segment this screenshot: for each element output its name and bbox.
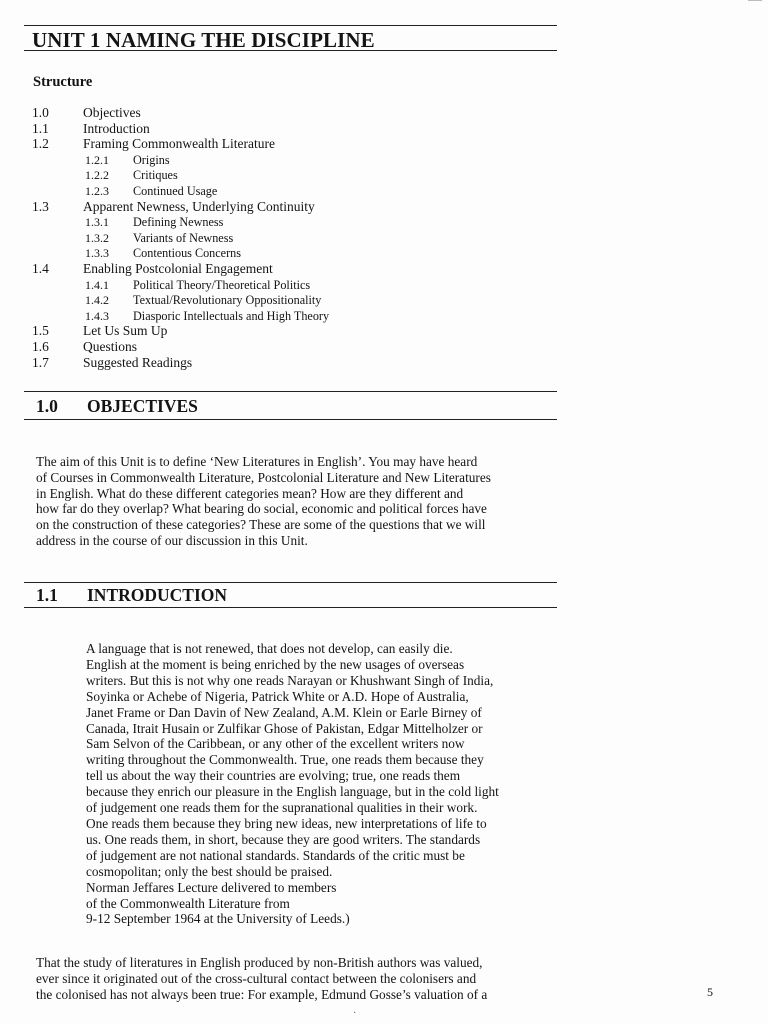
quote-line: 9-12 September 1964 at the University of Leeds.) bbox=[86, 911, 350, 927]
toc-item bbox=[32, 261, 552, 277]
toc-item bbox=[32, 121, 552, 137]
objectives-heading bbox=[36, 396, 198, 417]
toc-item-number: 1.4 bbox=[32, 260, 49, 276]
toc-item-label: Framing Commonwealth Literature bbox=[83, 136, 275, 152]
toc-item bbox=[32, 308, 552, 324]
toc-item bbox=[32, 245, 552, 261]
quote-line: One reads them because they bring new ideas, new interpretations of life to bbox=[86, 815, 487, 831]
quote-line: Soyinka or Achebe of Nigeria, Patrick White or A.D. Hope of Australia, bbox=[86, 688, 469, 704]
toc-item-number: 1.3.1 bbox=[85, 215, 109, 230]
paragraph-line: the colonised has not always been true: For example, Edmund Gosse’s valuation of a bbox=[36, 986, 488, 1002]
quote-line: Janet Frame or Dan Davin of New Zealand, A.M. Klein or Earle Birney of bbox=[86, 704, 482, 720]
toc-item-label: Contentious Concerns bbox=[133, 246, 241, 261]
toc-item-label: Continued Usage bbox=[133, 183, 218, 198]
toc-item-label: Critiques bbox=[133, 168, 178, 183]
toc-item-number: 1.4.1 bbox=[85, 277, 109, 292]
structure-label: Structure bbox=[33, 74, 93, 90]
toc-item-label: Questions bbox=[83, 338, 137, 354]
toc-item-label: Origins bbox=[133, 152, 170, 167]
quote-line: tell us about the way their countries are evolving; true, one reads them bbox=[86, 768, 461, 784]
paragraph-line: how far do they overlap? What bearing do social, economic and political forces have bbox=[36, 501, 487, 517]
paragraph-line: of Courses in Commonwealth Literature, Postcolonial Literature and New Literatures bbox=[36, 469, 491, 485]
toc-item-number: 1.1 bbox=[32, 120, 49, 136]
quote-line: English at the moment is being enriched by the new usages of overseas bbox=[86, 656, 465, 672]
toc-item-number: 1.3 bbox=[32, 198, 49, 214]
block-quote bbox=[86, 641, 499, 927]
quote-line: of judgement one reads them for the supranational qualities in their work. bbox=[86, 800, 478, 816]
section-number: 1.0 bbox=[36, 396, 58, 416]
toc-item bbox=[32, 292, 552, 308]
toc-item bbox=[32, 167, 552, 183]
toc-item-label: Objectives bbox=[83, 105, 141, 120]
toc-item-number: 1.2.2 bbox=[85, 168, 109, 183]
toc-item bbox=[32, 323, 552, 339]
paragraph-line: The aim of this Unit is to define ‘New Literatures in English’. You may have heard bbox=[36, 454, 478, 469]
section-title: OBJECTIVES bbox=[87, 396, 198, 416]
scan-edge-mark bbox=[748, 0, 762, 1]
toc-item-number: 1.4.2 bbox=[85, 293, 109, 308]
toc-item bbox=[32, 152, 552, 168]
table-of-contents bbox=[32, 105, 552, 370]
introduction-top-rule bbox=[24, 582, 557, 583]
toc-item-label: Apparent Newness, Underlying Continuity bbox=[83, 198, 315, 214]
toc-item bbox=[32, 230, 552, 246]
toc-item-label: Political Theory/Theoretical Politics bbox=[133, 277, 311, 292]
toc-item-number: 1.4.3 bbox=[85, 308, 109, 323]
quote-line: us. One reads them, in short, because they are good writers. The standards bbox=[86, 831, 481, 847]
quote-line: writing throughout the Commonwealth. True, one reads them because they bbox=[86, 752, 484, 768]
toc-item-label: Suggested Readings bbox=[83, 354, 193, 370]
toc-item bbox=[32, 339, 552, 355]
paragraph-line: on the construction of these categories? These are some of the questions that we will bbox=[36, 517, 486, 533]
toc-item bbox=[32, 355, 552, 371]
page-number: 5 bbox=[707, 985, 713, 999]
body-paragraph bbox=[36, 955, 487, 1002]
toc-item-number: 1.3.3 bbox=[85, 246, 109, 261]
footer-dot: · bbox=[353, 1008, 357, 1019]
toc-item bbox=[32, 277, 552, 293]
toc-item-number: 1.6 bbox=[32, 338, 49, 354]
section-number: 1.1 bbox=[36, 585, 58, 605]
objectives-paragraph bbox=[36, 454, 491, 549]
toc-item-label: Enabling Postcolonial Engagement bbox=[83, 260, 273, 276]
toc-item-label: Textual/Revolutionary Oppositionality bbox=[133, 293, 322, 308]
introduction-bottom-rule bbox=[24, 607, 557, 608]
quote-line: Sam Selvon of the Caribbean, or any other of the excellent writers now bbox=[86, 736, 465, 752]
toc-item-number: 1.7 bbox=[32, 354, 49, 370]
paragraph-line: address in the course of our discussion in this Unit. bbox=[36, 532, 308, 548]
quote-line: of judgement are not national standards. Standards of the critic must be bbox=[86, 847, 465, 863]
toc-item-label: Let Us Sum Up bbox=[83, 323, 168, 339]
toc-item-number: 1.2.3 bbox=[85, 183, 109, 198]
objectives-bottom-rule bbox=[24, 419, 557, 420]
toc-item-number: 1.5 bbox=[32, 323, 49, 339]
section-title: INTRODUCTION bbox=[87, 585, 228, 605]
toc-item bbox=[32, 105, 552, 121]
toc-item-number: 1.0 bbox=[32, 105, 49, 120]
toc-item bbox=[32, 214, 552, 230]
paragraph-line: ever since it originated out of the cross-cultural contact between the colonisers and bbox=[36, 970, 477, 986]
unit-title: UNIT 1 NAMING THE DISCIPLINE bbox=[32, 28, 375, 52]
paragraph-line: in English. What do these different categories mean? How are they different and bbox=[36, 485, 464, 501]
objectives-top-rule bbox=[24, 391, 557, 392]
toc-item-number: 1.2 bbox=[32, 136, 49, 152]
quote-line: A language that is not renewed, that does not develop, can easily die. bbox=[86, 641, 453, 656]
introduction-heading bbox=[36, 585, 227, 606]
title-bottom-rule bbox=[24, 50, 557, 51]
quote-line: because they enrich our pleasure in the English language, but in the cold light bbox=[86, 784, 499, 800]
quote-line: of the Commonwealth Literature from bbox=[86, 895, 290, 911]
toc-item-number: 1.2.1 bbox=[85, 152, 109, 167]
quote-line: Canada, Itrait Husain or Zulfikar Ghose of Pakistan, Edgar Mittelholzer or bbox=[86, 720, 483, 736]
toc-item bbox=[32, 199, 552, 215]
title-top-rule bbox=[24, 25, 557, 26]
toc-item bbox=[32, 183, 552, 199]
toc-item-label: Diasporic Intellectuals and High Theory bbox=[133, 308, 330, 323]
toc-item-label: Variants of Newness bbox=[133, 230, 234, 245]
paragraph-line: That the study of literatures in English produced by non-British authors was valued, bbox=[36, 955, 483, 970]
toc-item bbox=[32, 136, 552, 152]
toc-item-number: 1.3.2 bbox=[85, 230, 109, 245]
toc-item-label: Defining Newness bbox=[133, 215, 224, 230]
toc-item-label: Introduction bbox=[83, 120, 150, 136]
quote-line: writers. But this is not why one reads Narayan or Khushwant Singh of India, bbox=[86, 672, 494, 688]
quote-line: cosmopolitan; only the best should be praised. bbox=[86, 863, 333, 879]
quote-line: Norman Jeffares Lecture delivered to members bbox=[86, 879, 337, 895]
